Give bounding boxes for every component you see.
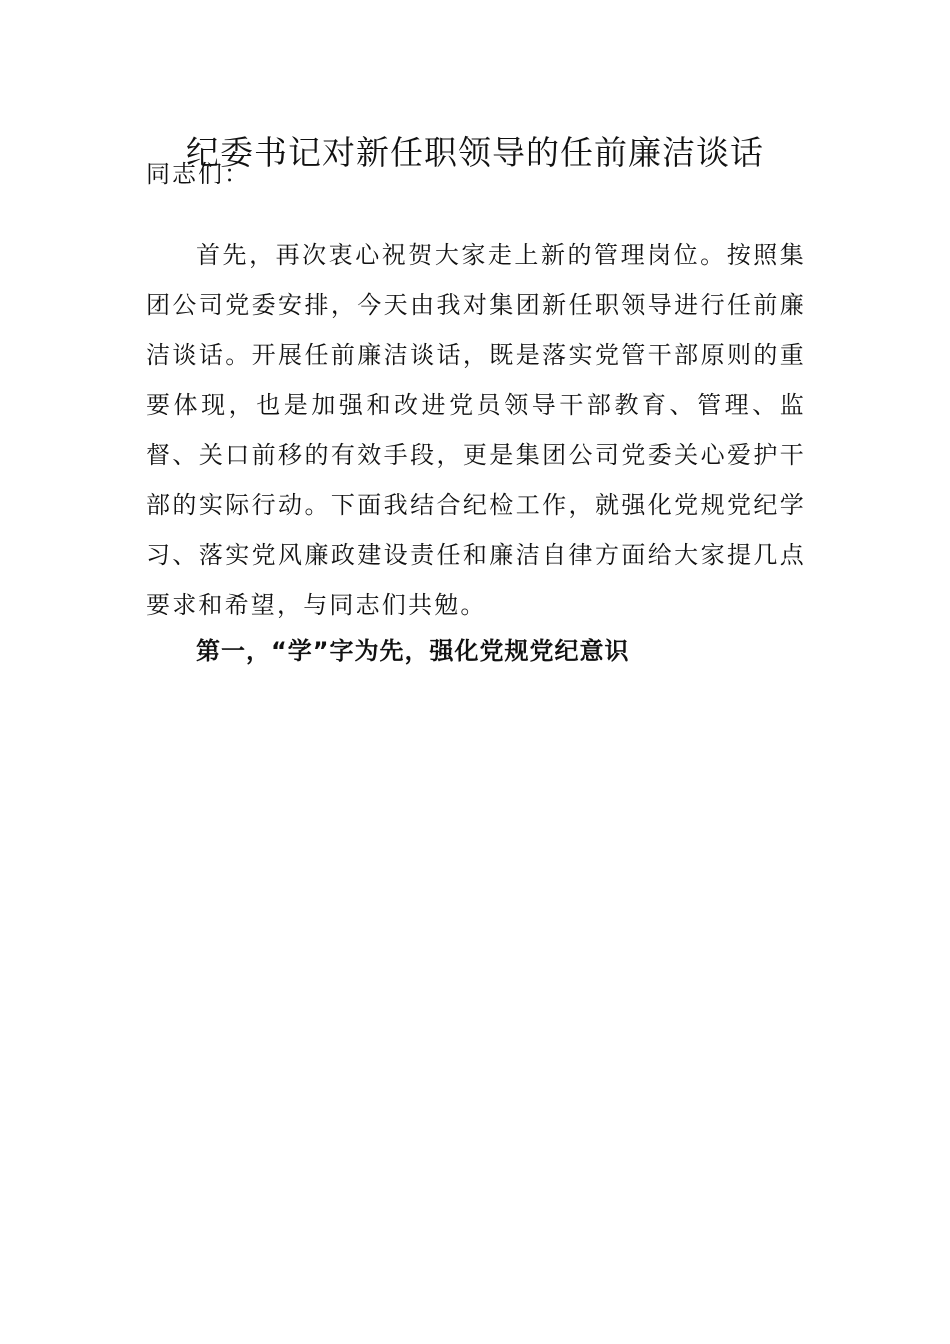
body-paragraph: 首先，再次衷心祝贺大家走上新的管理岗位。按照集团公司党委安排，今天由我对集团新任职领导进行任前廉洁谈话。开展任前廉洁谈话，既是落实党管干部原则的重要体现，也是加强和改进党员领导干部教育、管理、监督、关口前移的有效手段，更是集团公司党委关心爱护干部的实际行动。下面我结合纪检工作，就强化党规党纪学习、落实党风廉政建设责任和廉洁自律方面给大家提几点要求和希望，与同志们共勉。 (146, 241, 806, 619)
document-title: 纪委书记对新任职领导的任前廉洁谈话 (186, 133, 764, 172)
salutation: 同志们： (146, 160, 250, 188)
section-heading: 第一，“学”字为先，强化党规党纪意识 (196, 637, 630, 665)
